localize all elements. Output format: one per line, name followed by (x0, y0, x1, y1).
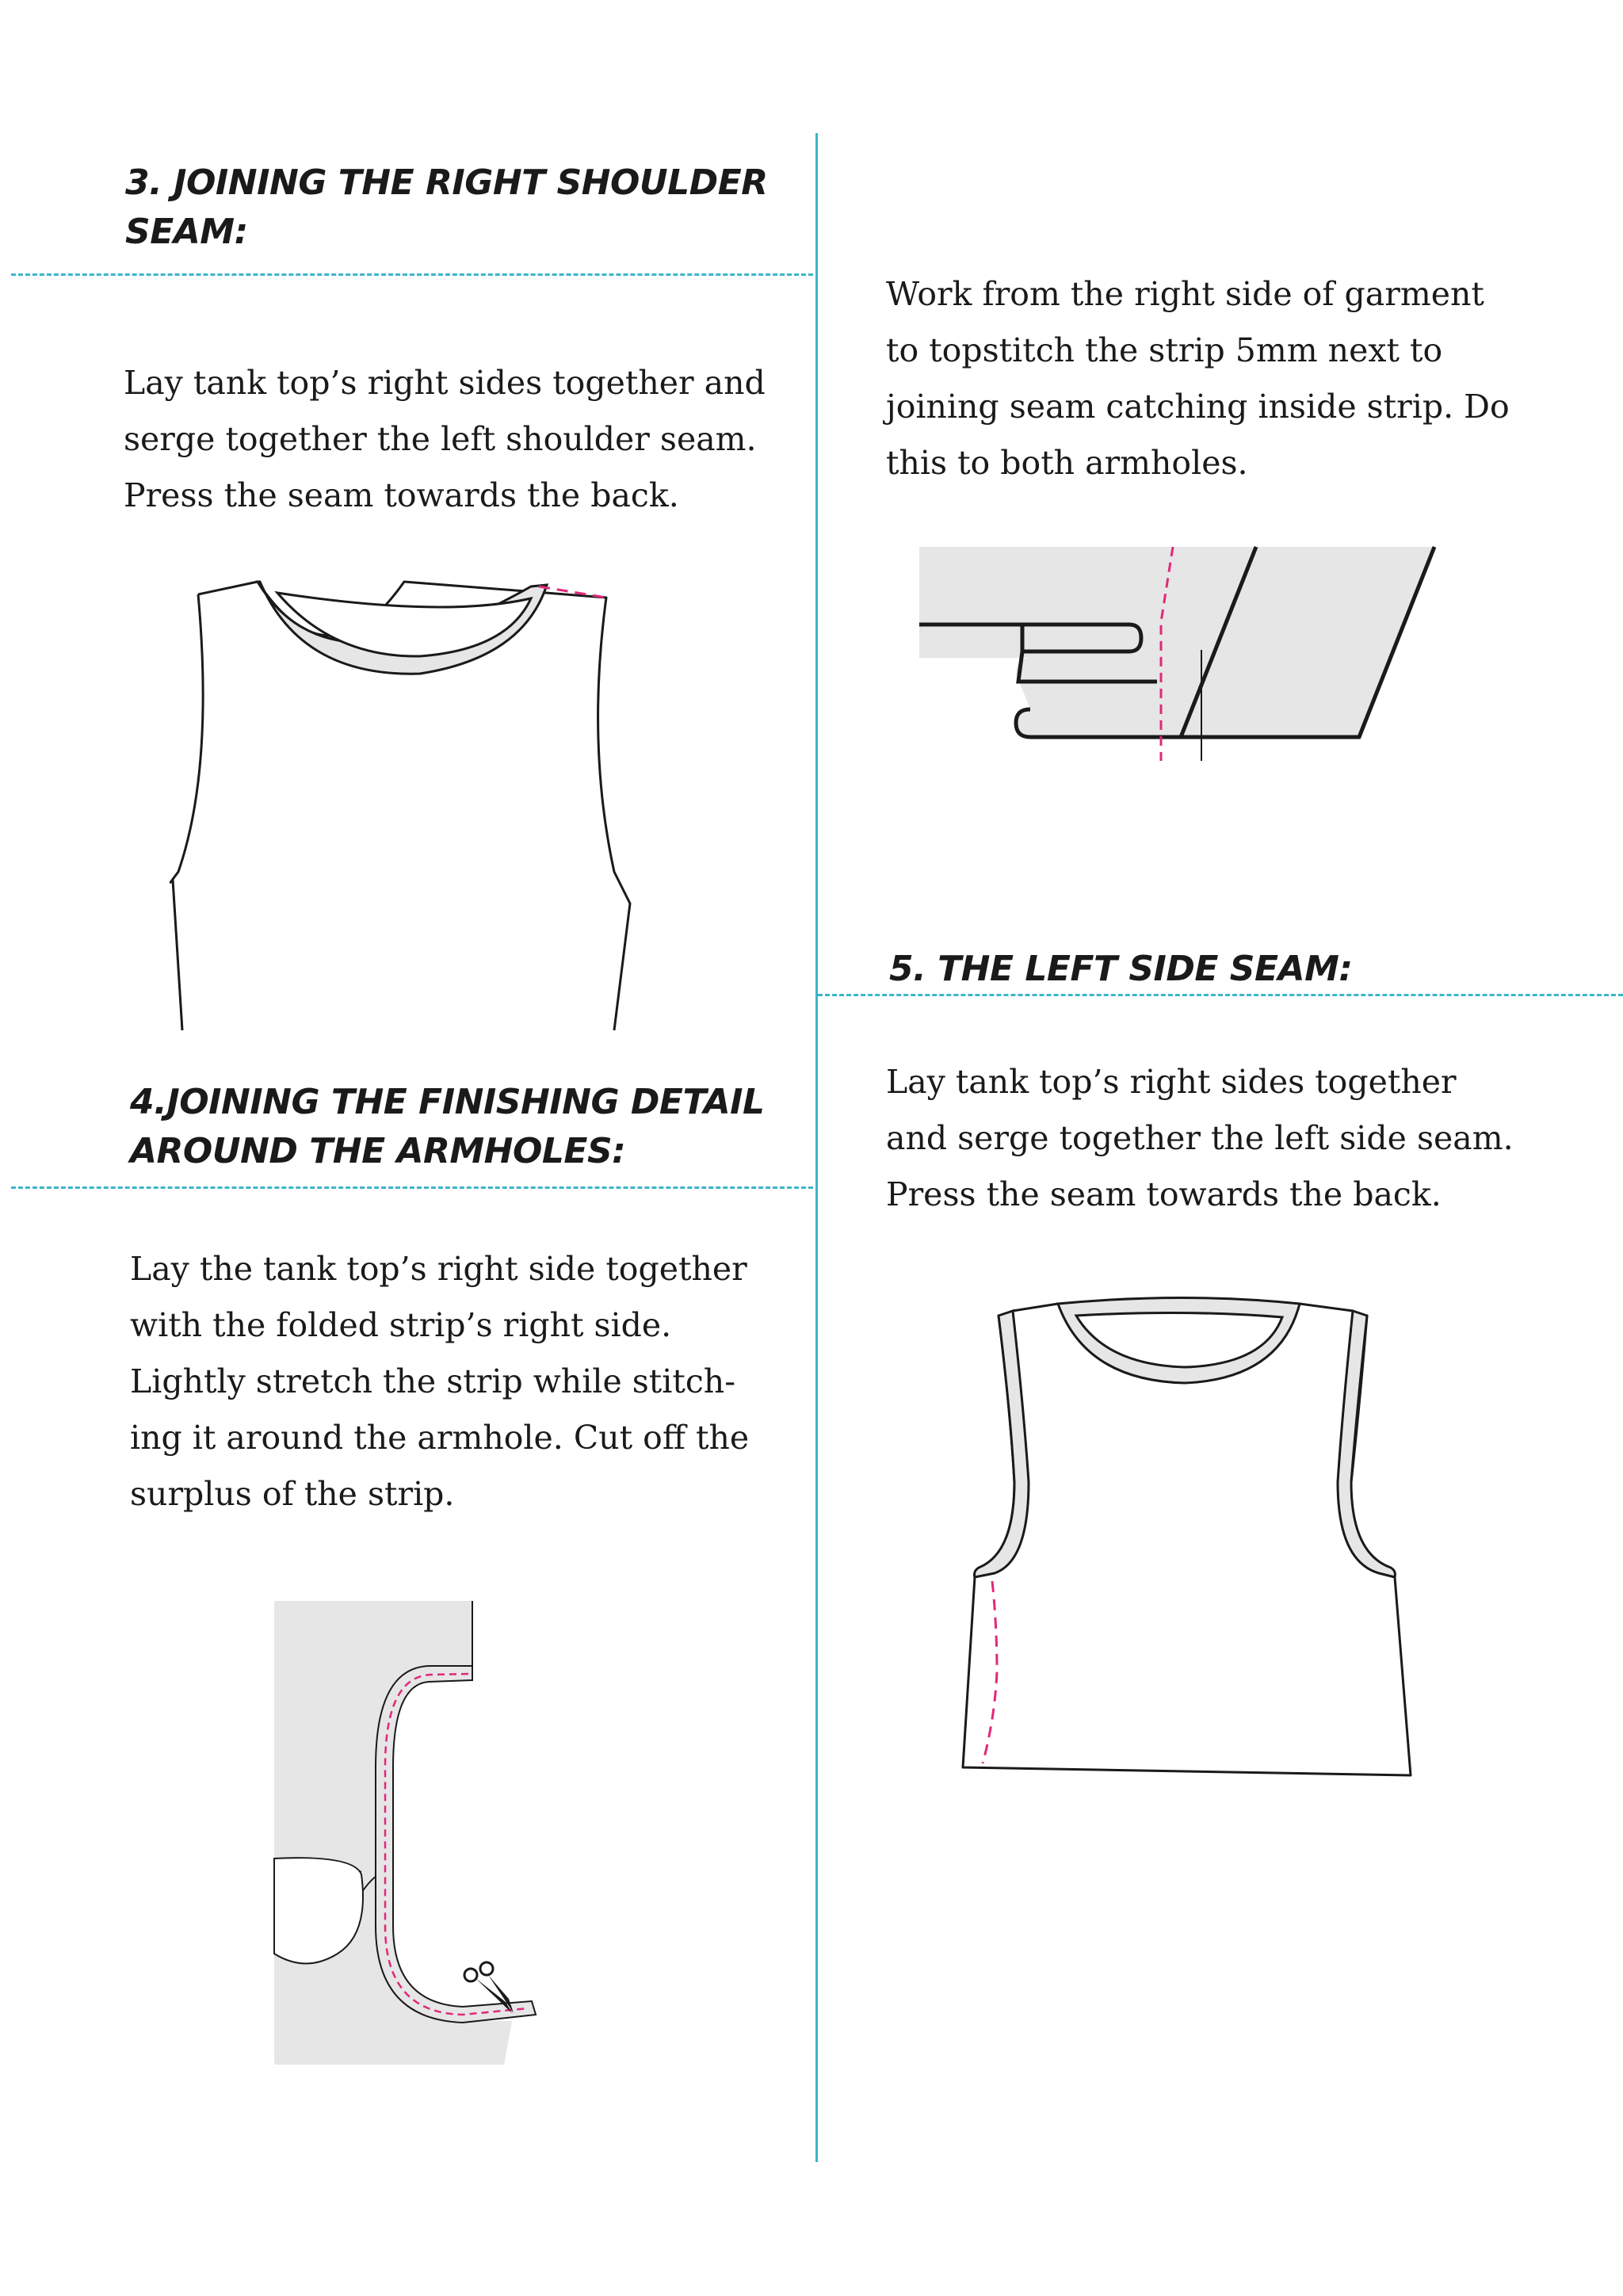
body-line: Work from the right side of garment (886, 275, 1484, 313)
body-line: Press the seam towards the back. (124, 476, 679, 514)
heading-line: SEAM: (125, 212, 248, 252)
binding-stitch (385, 1674, 528, 2015)
body-line: joining seam catching inside strip. Do (886, 388, 1510, 426)
section-3-rule (11, 273, 813, 276)
body-line: Lay tank top’s right sides together and (124, 364, 766, 402)
body-line: Lay tank top’s right sides together (886, 1063, 1457, 1101)
body-line: Lightly stretch the strip while stitch- (130, 1362, 736, 1400)
body-line: surplus of the strip. (130, 1475, 455, 1513)
side-seam-stitch (983, 1581, 997, 1763)
heading-line: 5. THE LEFT SIDE SEAM: (889, 949, 1353, 989)
body-line: serge together the left shoulder seam. (124, 420, 757, 458)
right-armhole-binding (1338, 1311, 1395, 1577)
section-4-body (130, 1241, 749, 1522)
column-divider (815, 133, 818, 2162)
armhole-binding-diagram (274, 1601, 559, 2069)
section-5-body (886, 1054, 1514, 1223)
section-4-rule (11, 1186, 813, 1189)
fabric-top (919, 547, 1434, 737)
body-line: this to both armholes. (886, 444, 1248, 482)
body-line: and serge together the left side seam. (886, 1119, 1514, 1157)
tank-top-side-seam-illustration (951, 1292, 1442, 1799)
binding-strip (376, 1666, 536, 2023)
left-armhole-binding (975, 1311, 1029, 1577)
body-line: Press the seam towards the back. (886, 1175, 1442, 1213)
strip-fold (1022, 625, 1141, 651)
body-line: Lay the tank top’s right side together (130, 1250, 747, 1288)
section-5-heading (889, 945, 1352, 994)
tank-outline (963, 1316, 1411, 1775)
body-line: ing it around the armhole. Cut off the (130, 1419, 750, 1457)
section-3-heading (125, 159, 768, 257)
section-4-heading (130, 1078, 765, 1176)
section-3b-body (886, 266, 1510, 491)
heading-line: 4.JOINING THE FINISHING DETAIL (130, 1082, 765, 1122)
section-3-body (124, 355, 766, 524)
heading-line: AROUND THE ARMHOLES: (130, 1131, 626, 1171)
heading-line: 3. JOINING THE RIGHT SHOULDER (125, 162, 768, 203)
body-line: to topstitch the strip 5mm next to (886, 331, 1443, 369)
body-line: with the folded strip’s right side. (130, 1306, 672, 1344)
section-5-rule (818, 994, 1623, 996)
tank-top-shoulder-illustration (158, 563, 650, 1038)
topstitch-diagram (919, 547, 1442, 769)
